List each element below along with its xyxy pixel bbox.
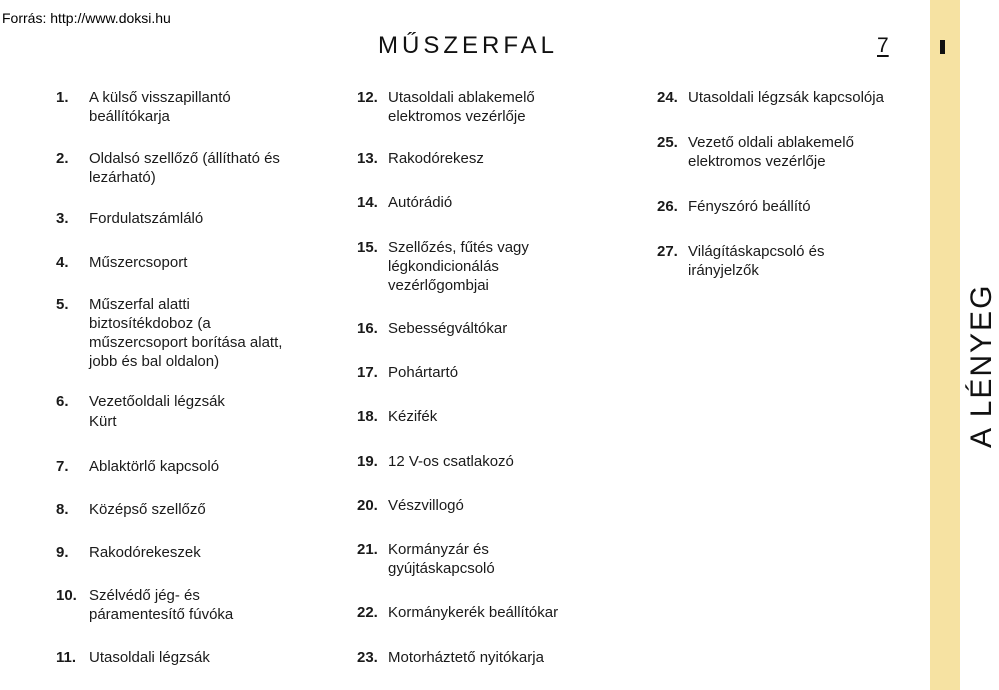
list-item-24: 24. Utasoldali légzsák kapcsolója [657,89,884,106]
tab-marker [940,40,945,54]
list-item-21: 21. Kormányzár és gyújtáskapcsoló [357,541,495,577]
list-item-20: 20. Vészvillogó [357,497,464,514]
list-item-8: 8. Középső szellőző [56,501,206,518]
list-item-7: 7. Ablaktörlő kapcsoló [56,458,220,475]
list-item-11: 11. Utasoldali légzsák [56,649,210,666]
list-item-14: 14. Autórádió [357,194,453,211]
list-item-17: 17. Pohártartó [357,364,459,381]
list-item-13: 13. Rakodórekesz [357,150,484,167]
page-title: MŰSZERFAL [378,32,559,59]
side-tab [930,0,960,690]
list-item-15: 15. Szellőzés, fűtés vagy légkondicionálás vezérlőgombjai [357,239,529,294]
list-item-10: 10. Szélvédő jég- és páramentesítő fúvóka [56,587,234,623]
list-item-2: 2. Oldalsó szellőző (állítható és lezárható) [56,150,280,186]
side-tab-label: A LÉNYEG [965,283,998,448]
source-note: Forrás: http://www.doksi.hu [2,10,171,26]
page-number: 7 [877,34,889,57]
list-item-23: 23. Motorháztető nyitókarja [357,649,544,666]
list-item-25: 25. Vezető oldali ablakemelő elektromos vezérlője [657,134,854,170]
list-item-16: 16. Sebességváltókar [357,320,508,337]
list-item-19: 19. 12 V-os csatlakozó [357,453,514,470]
list-item-3: 3. Fordulatszámláló [56,210,204,227]
list-item-6-extra: Kürt [89,413,117,430]
list-item-1: 1. A külső visszapillantó beállítókarja [56,89,231,125]
list-item-5: 5. Műszerfal alatti biztosítékdoboz (a műszercsoport borítása alatt, jobb és bal oldalon) [56,296,283,370]
list-item-26: 26. Fényszóró beállító [657,198,811,215]
list-item-18: 18. Kézifék [357,408,438,425]
list-item-22: 22. Kormánykerék beállítókar [357,604,559,621]
list-item-6: 6. Vezetőoldali légzsák [56,393,225,410]
list-item-4: 4. Műszercsoport [56,254,188,271]
list-item-9: 9. Rakodórekeszek [56,544,201,561]
list-item-12: 12. Utasoldali ablakemelő elektromos vezérlője [357,89,535,125]
list-item-27: 27. Világításkapcsoló és irányjelzők [657,243,825,279]
